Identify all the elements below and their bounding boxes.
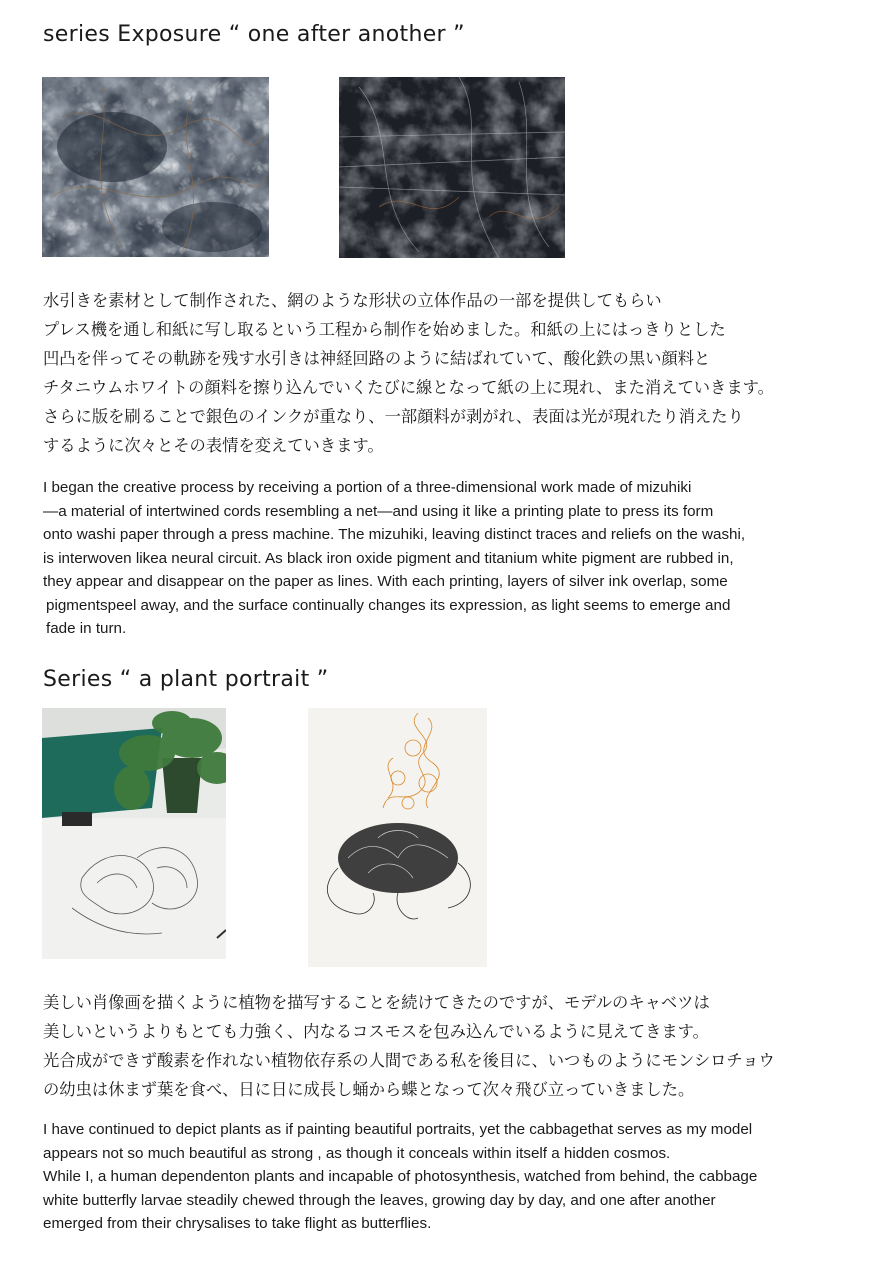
section2-title: Series “ a plant portrait ”: [43, 667, 329, 692]
section2-paragraph-jp: 美しい肖像画を描くように植物を描写することを続けてきたのですが、モデルのキャベツは 美しいというよりもとても力強く、内なるコスモスを包み込んでいるように見えてきます。 光合成ができず酸素を作れない植物依存系の人間である私を後目に、いつものようにモンシロチョウ の幼虫は休まず葉を食べ、日に日に成長し蛹から蝶となって次々飛び立っていきました。: [43, 993, 775, 1099]
artwork-exposure-1: [42, 77, 269, 257]
section1-paragraph-en: I began the creative process by receiving a portion of a three-dimensional work made of mizuhiki —a material of intertwined cords resembling a net—and using it like a printing plate to press its form onto washi paper through a press machine. The mizuhiki, leaving distinct traces and reliefs on the washi, is interwoven likea neural circuit. As black iron oxide pigment and titanium white pigment are rubbed in, they appear and disappear on the paper as lines. With each printing, layers of silver ink overlap, some pigmentspeel away, and the surface continually changes its expression, as light seems to emerge and fade in turn.: [43, 479, 746, 637]
photo-plant-studio: [42, 708, 226, 959]
section1-title: series Exposure “ one after another ”: [43, 22, 465, 47]
drawing-cabbage: [308, 708, 487, 967]
section2-paragraph-en: I have continued to depict plants as if painting beautiful portraits, yet the cabbagethat serves as my model appears not so much beautiful as strong , as though it conceals within itself a hidden cosmos. While I, a human dependenton plants and incapable of photosynthesis, watched from behind, the cabbage white butterfly larvae steadily chewed through the leaves, growing day by day, and one after another emerged from their chrysalises to take flight as butterflies.: [43, 1121, 758, 1232]
section1-paragraph-jp: 水引きを素材として制作された、網のような形状の立体作品の一部を提供してもらい プレス機を通し和紙に写し取るという工程から制作を始めました。和紙の上にはっきりとした 凹凸を伴ってその軌跡を残す水引きは神経回路のように結ばれていて、酸化鉄の黒い顔料と チタニウムホワイトの顔料を擦り込んでいくたびに線となって紙の上に現れ、また消えていきます。 さらに版を刷ることで銀色のインクが重なり、一部顔料が剥がれ、表面は光が現れたり消えたり するように次々とその表情を変えていきます。: [43, 291, 774, 455]
artwork-exposure-2: [339, 77, 565, 258]
